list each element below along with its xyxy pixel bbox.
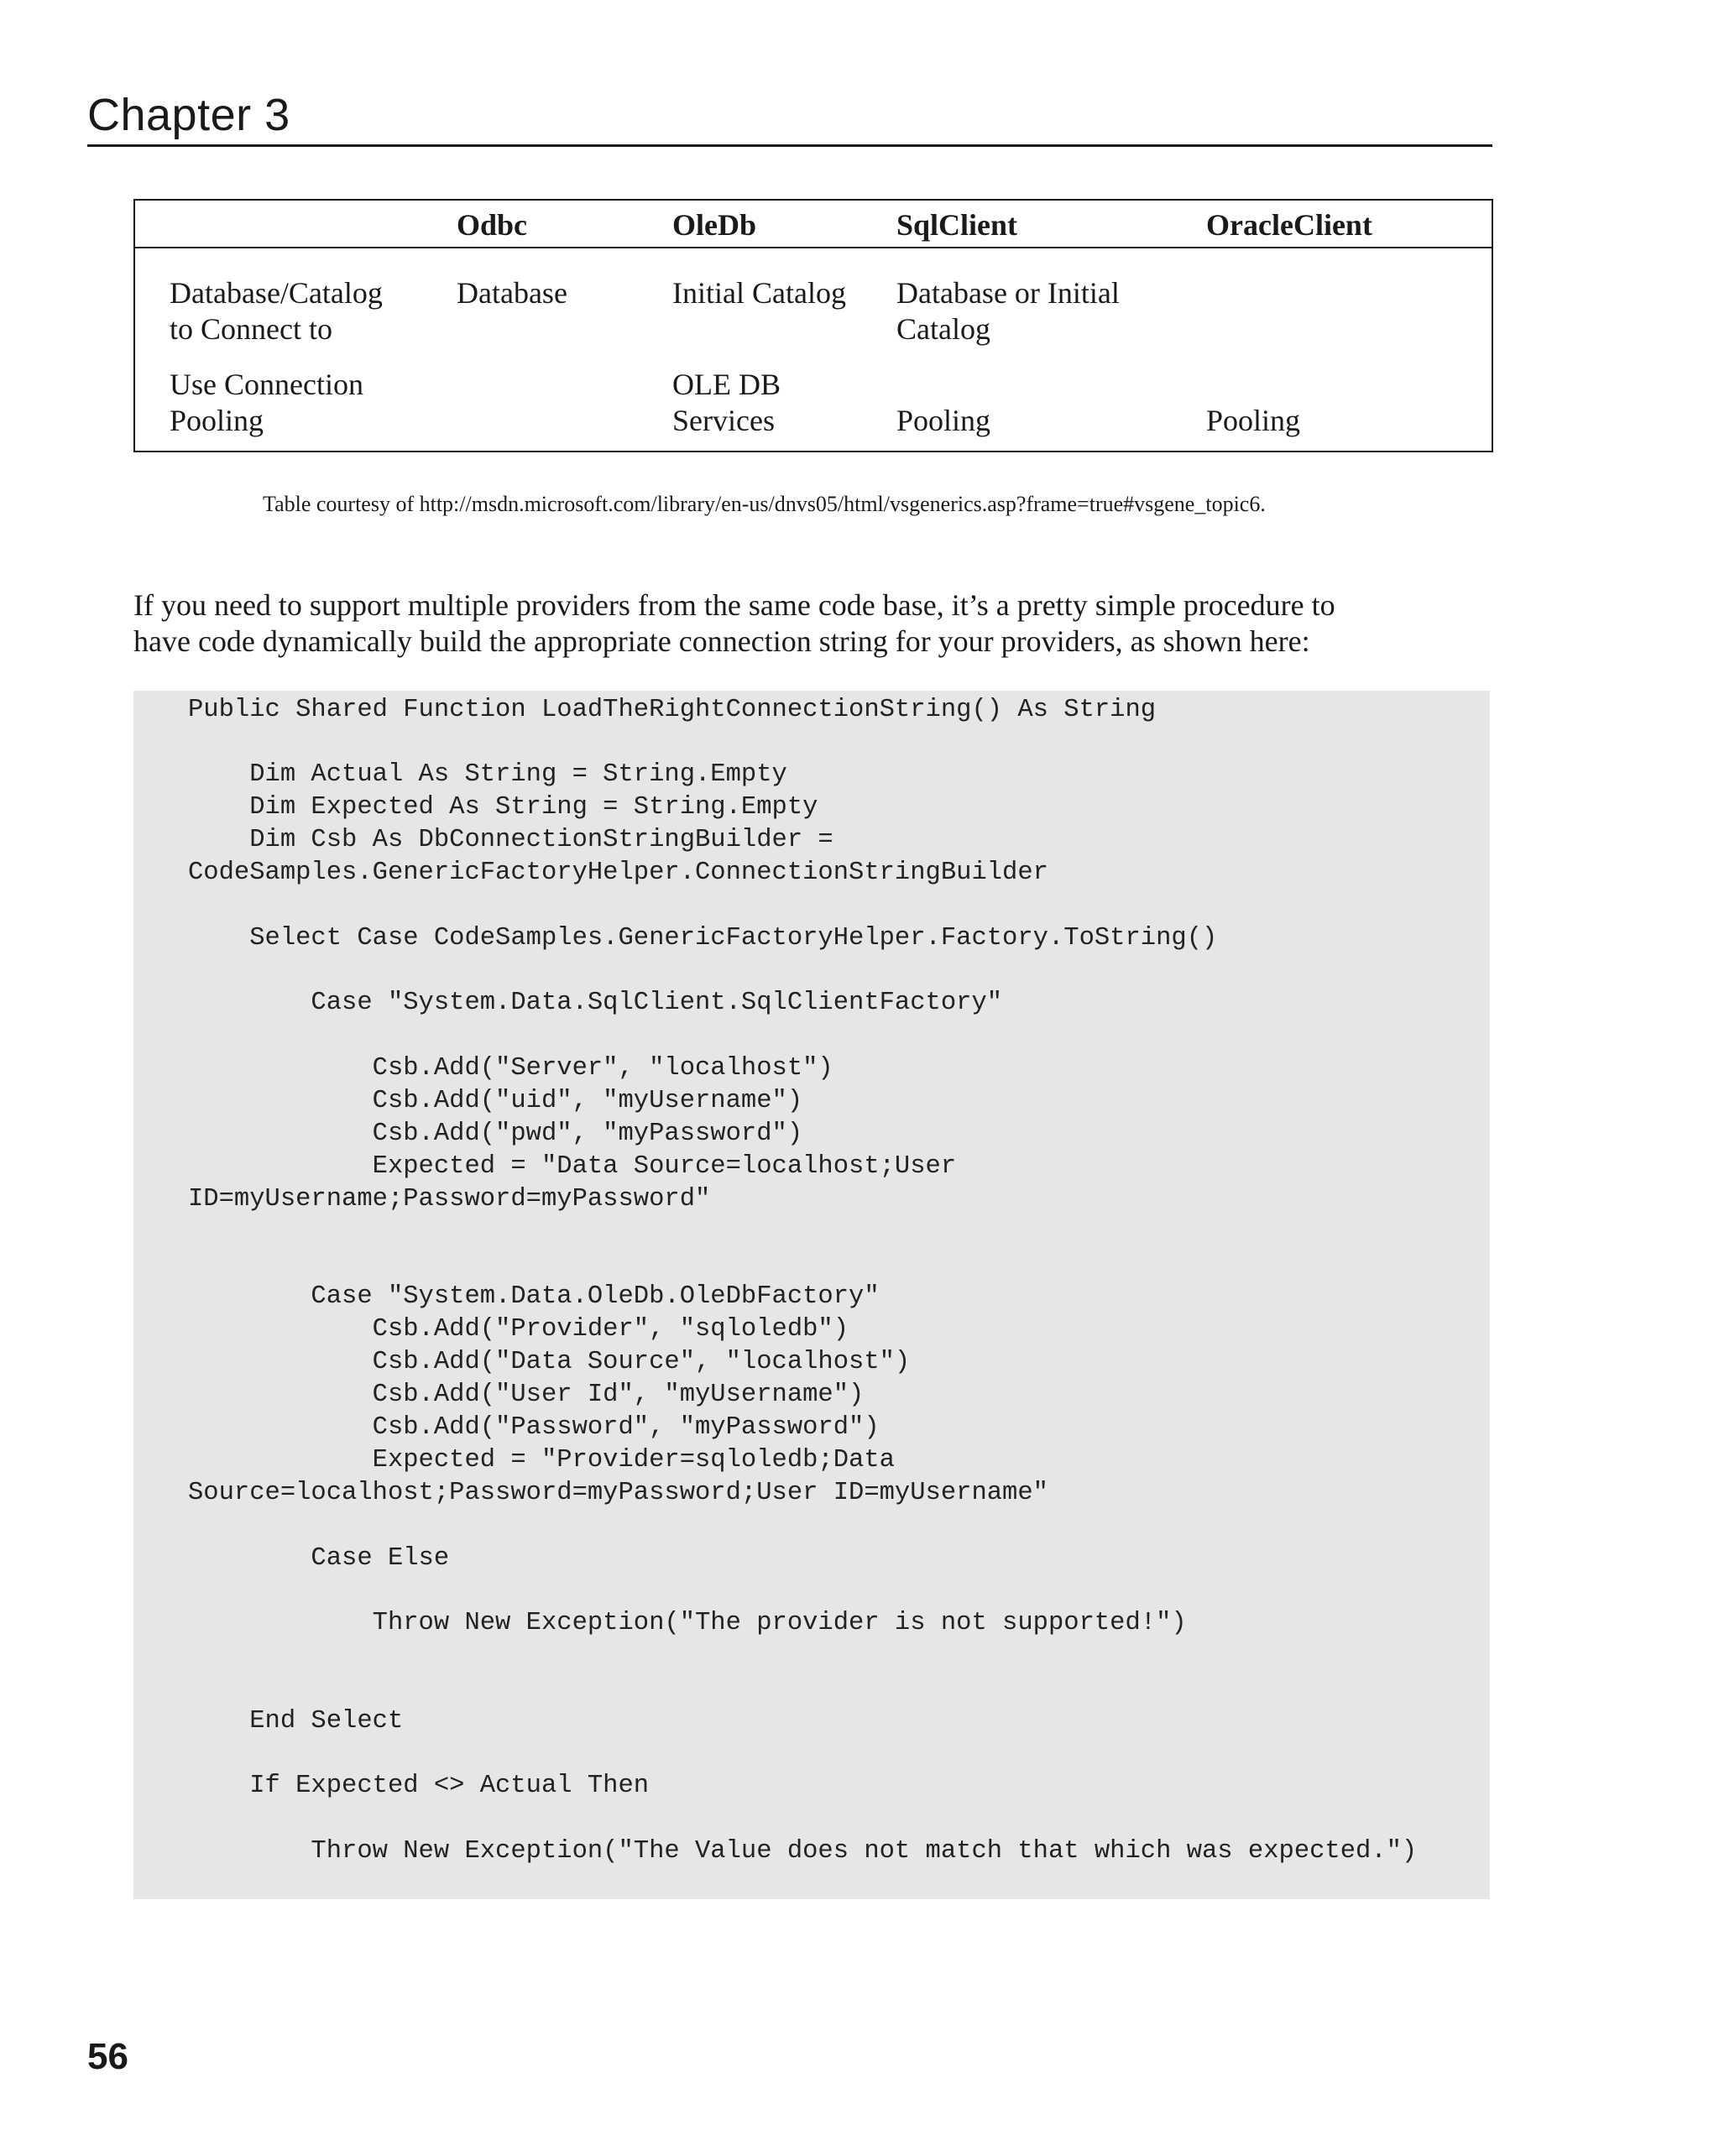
table-row-label (170, 367, 363, 439)
table-cell-sqlclient (896, 403, 990, 439)
code-line: Case "System.Data.OleDb.OleDbFactory" (188, 1282, 880, 1311)
code-line: Dim Csb As DbConnectionStringBuilder = (188, 826, 833, 854)
code-line: Dim Expected As String = String.Empty (188, 793, 818, 822)
comparison-table (133, 199, 1493, 452)
table-cell-line: Database/Catalog (170, 276, 383, 310)
code-line: Csb.Add("Server", "localhost") (188, 1054, 833, 1083)
table-cell-line: Database or Initial (896, 276, 1120, 310)
table-cell-line: OLE DB (672, 368, 781, 401)
code-line: CodeSamples.GenericFactoryHelper.ConnectionStringBuilder (188, 859, 1048, 887)
table-cell-line: Initial Catalog (672, 276, 846, 310)
table-cell-line: Catalog (896, 312, 990, 346)
table-cell-sqlclient (896, 275, 1120, 347)
table-cell-oracleclient (1206, 403, 1300, 439)
table-cell-oledb (672, 275, 846, 311)
table-cell-line: Pooling (1206, 404, 1301, 437)
column-header-oledb: OleDb (672, 208, 757, 242)
table-header-row (135, 201, 1492, 248)
code-line: Csb.Add("uid", "myUsername") (188, 1087, 803, 1115)
column-header-sqlclient: SqlClient (896, 208, 1018, 242)
table-caption: Table courtesy of http://msdn.microsoft.com/library/en-us/dnvs05/html/vsgenerics.asp?frame=true#vsgene_topic6. (263, 492, 1266, 516)
chapter-header (87, 84, 1492, 147)
body-paragraph (133, 587, 1510, 660)
paragraph-line: If you need to support multiple providers from the same code base, it’s a pretty simple procedure to (133, 588, 1335, 622)
chapter-title: Chapter 3 (87, 90, 290, 140)
table-cell-odbc (457, 275, 567, 311)
column-header-oracleclient: OracleClient (1206, 208, 1372, 242)
code-line: Expected = "Provider=sqloledb;Data (188, 1446, 895, 1475)
table-cell-line: Use Connection (170, 368, 363, 401)
code-line: End Select (188, 1707, 404, 1736)
table-cell-oledb (672, 367, 781, 439)
code-line: If Expected <> Actual Then (188, 1772, 650, 1800)
table-cell-line: Pooling (170, 404, 264, 437)
code-line: Csb.Add("pwd", "myPassword") (188, 1120, 803, 1148)
code-line: Csb.Add("Provider", "sqloledb") (188, 1315, 849, 1344)
code-line: Csb.Add("User Id", "myUsername") (188, 1381, 865, 1409)
code-line: Source=localhost;Password=myPassword;User ID=myUsername" (188, 1479, 1048, 1507)
table-cell-line: Database (457, 276, 567, 310)
code-line: Csb.Add("Password", "myPassword") (188, 1413, 880, 1442)
code-line: Throw New Exception("The Value does not match that which was expected.") (188, 1837, 1418, 1866)
code-line: Expected = "Data Source=localhost;User (188, 1152, 957, 1181)
code-line: Throw New Exception("The provider is not supported!") (188, 1609, 1187, 1637)
table-cell-line: Services (672, 404, 775, 437)
table-row-label (170, 275, 383, 347)
code-line: ID=myUsername;Password=myPassword" (188, 1185, 711, 1214)
table-cell-line: to Connect to (170, 312, 332, 346)
code-line: Select Case CodeSamples.GenericFactoryHelper.Factory.ToString() (188, 924, 1218, 953)
code-line: Csb.Add("Data Source", "localhost") (188, 1348, 911, 1376)
code-line: Dim Actual As String = String.Empty (188, 760, 787, 789)
code-line: Public Shared Function LoadTheRightConnectionString() As String (188, 696, 1157, 724)
code-line: Case Else (188, 1544, 450, 1573)
code-listing (133, 691, 1490, 1899)
column-header-odbc: Odbc (457, 208, 528, 242)
paragraph-line: have code dynamically build the appropriate connection string for your providers, as shown here: (133, 624, 1310, 658)
code-line: Case "System.Data.SqlClient.SqlClientFactory" (188, 989, 1003, 1017)
table-cell-line: Pooling (896, 404, 991, 437)
page-number: 56 (87, 2036, 128, 2077)
